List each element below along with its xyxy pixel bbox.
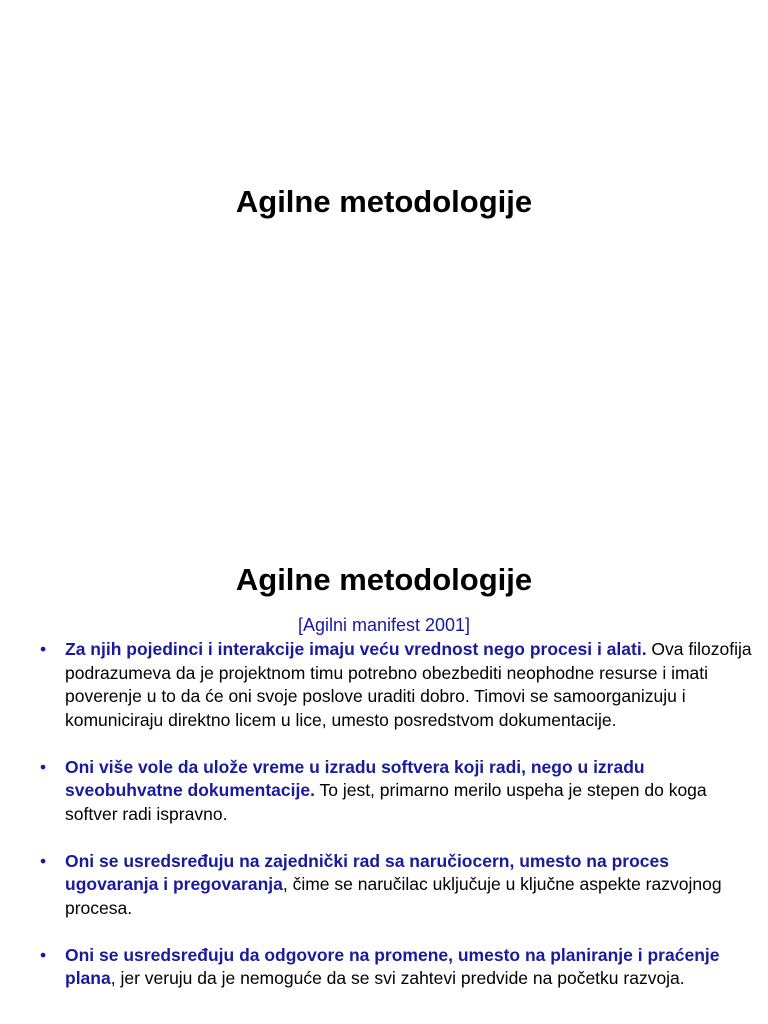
bullet-icon: • — [40, 944, 47, 965]
bullet-body-text: , čime se naručilac uključuje u ključne aspekte razvojnog procesa. — [65, 874, 722, 918]
slide-2 — [0, 384, 768, 1024]
bullet-body-text: To jest, primarno merilo uspeha je stepen do koga softver radi ispravno. — [65, 780, 707, 824]
bullet-lead-text: Oni se usredsređuju na zajednički rad sa naručiocern, umesto na proces ugovaranja i pregovaranja — [65, 850, 669, 894]
bullet-item-1 — [40, 638, 755, 732]
bullet-icon: • — [40, 850, 47, 871]
bullet-lead-text: Oni se usredsređuju da odgovore na promene, umesto na planiranje i praćenje plana — [65, 944, 720, 988]
slide-1 — [0, 0, 768, 384]
bullet-lead-text: Za njih pojedinci i interakcije imaju veću vrednost nego procesi i alati. — [65, 639, 647, 659]
bullet-item-3 — [40, 850, 755, 921]
bullet-body-text: Ova filozofija podrazumeva da je projektnom timu potrebno obezbediti neophodne resurse i imati poverenje u to da će oni svoje poslove uraditi dobro. Timovi se samoorganizuju i komuniciraju direktno licem u lice, umesto posredstvom dokumentacije. — [65, 639, 752, 730]
bullet-icon: • — [40, 639, 47, 659]
bullet-list — [40, 638, 755, 1014]
slide-2-subtitle: [Agilni manifest 2001] — [297, 615, 471, 635]
slide-1-title: Agilne metodologije — [235, 184, 533, 219]
bullet-lead-text: Oni više vole da ulože vreme u izradu softvera koji radi, nego u izradu sveobuhvatne dokumentacije. — [65, 756, 645, 800]
bullet-item-2 — [40, 756, 755, 827]
bullet-item-4 — [40, 944, 755, 991]
slide-2-title: Agilne metodologije — [235, 562, 533, 597]
bullet-icon: • — [40, 756, 47, 777]
bullet-body-text: , jer veruju da je nemoguće da se svi zahtevi predvide na početku razvoja. — [110, 968, 685, 988]
